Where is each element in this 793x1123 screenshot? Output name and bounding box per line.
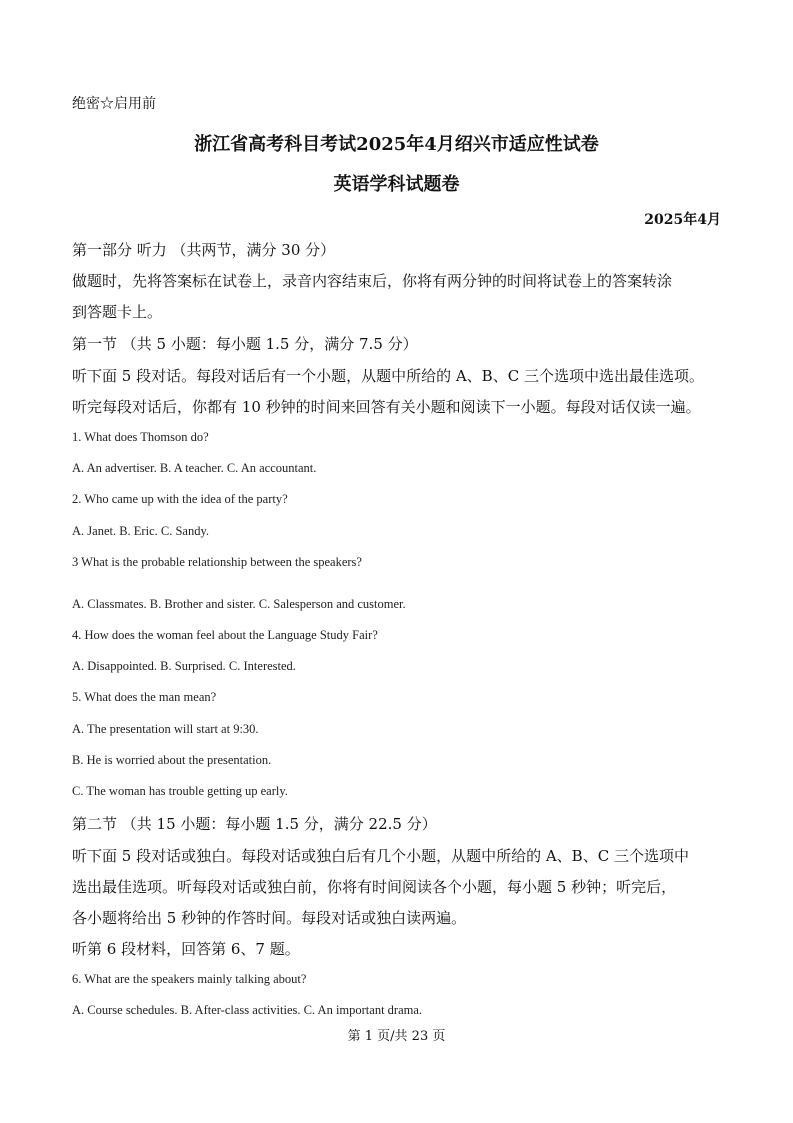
part1-heading: 第一部分 听力 （共两节，满分 30 分） (72, 241, 336, 259)
question-5: 5. What does the man mean? (72, 690, 217, 704)
question-4-options: A. Disappointed. B. Surprised. C. Interested. (72, 659, 296, 673)
question-5-option-a: A. The presentation will start at 9:30. (72, 722, 259, 736)
question-2: 2. Who came up with the idea of the party? (72, 492, 288, 506)
question-1-options: A. An advertiser. B. A teacher. C. An accountant. (72, 461, 317, 475)
exam-title: 浙江省高考科目考试2025年4月绍兴市适应性试卷 (194, 134, 599, 155)
part1-instruction-line: 到答题卡上。 (72, 303, 163, 321)
exam-date: 2025年4月 (644, 212, 721, 228)
question-5-option-c: C. The woman has trouble getting up early. (72, 784, 288, 798)
material-6-note: 听第 6 段材料，回答第 6、7 题。 (72, 940, 300, 958)
section1-instruction-line: 听下面 5 段对话。每段对话后有一个小题，从题中所给的 A、B、C 三个选项中选出最佳选项。 (72, 367, 704, 385)
question-2-options: A. Janet. B. Eric. C. Sandy. (72, 524, 210, 538)
section2-heading: 第二节 （共 15 小题：每小题 1.5 分，满分 22.5 分） (72, 815, 437, 833)
question-5-option-b: B. He is worried about the presentation. (72, 753, 272, 767)
section1-instruction-line: 听完每段对话后，你都有 10 秒钟的时间来回答有关小题和阅读下一小题。每段对话仅读一遍。 (72, 398, 701, 416)
part1-instruction-line: 做题时，先将答案标在试卷上，录音内容结束后，你将有两分钟的时间将试卷上的答案转涂 (72, 272, 673, 290)
confidential-label: 绝密☆启用前 (72, 96, 156, 112)
question-6: 6. What are the speakers mainly talking about? (72, 972, 307, 986)
question-6-options: A. Course schedules. B. After-class activities. C. An important drama. (72, 1003, 423, 1017)
question-3: 3 What is the probable relationship between the speakers? (72, 555, 362, 569)
exam-subtitle: 英语学科试题卷 (333, 174, 460, 195)
page-number: 第 1 页/共 23 页 (347, 1029, 446, 1044)
section1-heading: 第一节 （共 5 小题：每小题 1.5 分，满分 7.5 分） (72, 335, 418, 353)
section2-instruction-line: 听下面 5 段对话或独白。每段对话或独白后有几个小题，从题中所给的 A、B、C 三个选项中 (72, 847, 689, 865)
question-4: 4. How does the woman feel about the Language Study Fair? (72, 628, 378, 642)
section2-instruction-line: 选出最佳选项。听每段对话或独白前，你将有时间阅读各个小题，每小题 5 秒钟；听完后， (72, 878, 677, 896)
question-1: 1. What does Thomson do? (72, 430, 209, 444)
question-3-options: A. Classmates. B. Brother and sister. C. Salesperson and customer. (72, 597, 406, 611)
section2-instruction-line: 各小题将给出 5 秒钟的作答时间。每段对话或独白读两遍。 (72, 909, 467, 927)
